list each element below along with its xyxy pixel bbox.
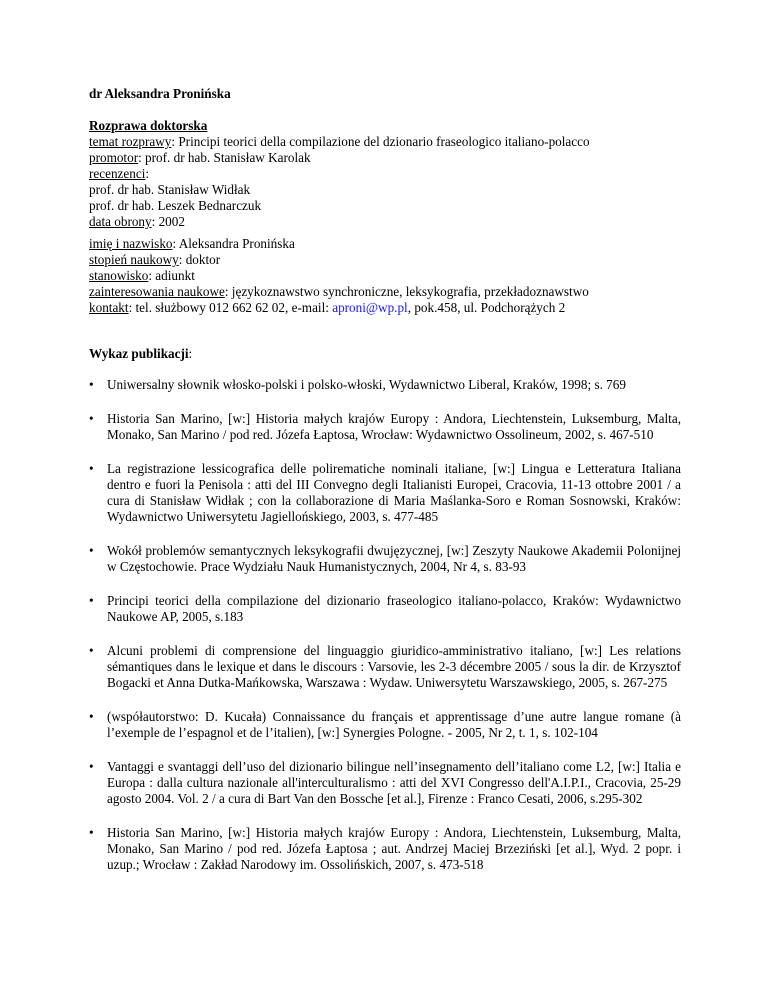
position-value: : adiunkt xyxy=(148,268,195,283)
topic-value: : Principi teorici della compilazione del dzionario fraseologico italiano-polacco xyxy=(171,134,590,149)
publication-item xyxy=(89,825,681,873)
dissertation-heading: Rozprawa doktorska xyxy=(89,118,208,133)
publication-item xyxy=(89,543,681,575)
publication-item xyxy=(89,759,681,807)
promotor-value: : prof. dr hab. Stanisław Karolak xyxy=(138,150,311,165)
publication-item xyxy=(89,411,681,443)
bullet-icon: • xyxy=(89,377,94,392)
publication-text: Vantaggi e svantaggi dell’uso del dizionario bilingue nell’insegnamento dell’italiano come L2, [w:] Italia e Europa : dalla cultura nazionale all'interculturalismo : atti del XVI Congresso dell'A.I.P.I., Cracovia, 25-29 agosto 2004. Vol. 2 / a cura di Bart Van den Bossche [et al.], Firenze : Franco Cesati, 2006, s.295-302 xyxy=(107,759,681,806)
bullet-icon: • xyxy=(89,593,94,608)
profile-section xyxy=(89,236,689,316)
publication-item xyxy=(89,643,681,691)
publication-item xyxy=(89,593,681,625)
bullet-icon: • xyxy=(89,543,94,558)
bullet-icon: • xyxy=(89,709,94,724)
dissertation-reviewers xyxy=(89,166,689,182)
publications-heading xyxy=(89,346,192,362)
dissertation-topic xyxy=(89,134,689,150)
reviewers-colon: : xyxy=(145,166,150,181)
contact-prefix: : tel. służbowy 012 662 62 02, e-mail: xyxy=(128,300,333,315)
contact-label: kontakt xyxy=(89,300,129,315)
bullet-icon: • xyxy=(89,461,94,476)
bullet-icon: • xyxy=(89,411,94,426)
promotor-label: promotor xyxy=(89,150,139,165)
profile-name xyxy=(89,236,689,252)
author-heading: dr Aleksandra Pronińska xyxy=(89,86,231,101)
defense-label: data obrony xyxy=(89,214,152,229)
publications-list xyxy=(89,377,681,891)
degree-label: stopień naukowy xyxy=(89,252,179,267)
bullet-icon: • xyxy=(89,643,94,658)
reviewer-item: prof. dr hab. Leszek Bednarczuk xyxy=(89,198,262,213)
publication-item xyxy=(89,461,681,525)
email-link[interactable]: aproni@wp.pl xyxy=(332,300,408,315)
bullet-icon: • xyxy=(89,759,94,774)
topic-label: temat rozprawy xyxy=(89,134,172,149)
publication-text: Historia San Marino, [w:] Historia małych krajów Europy : Andora, Liechtenstein, Luksemburg, Malta, Monako, San Marino / pod red. Józefa Łaptosa, Wrocław: Wydawnictwo Ossolineum, 2002, s. 467-510 xyxy=(107,411,681,442)
publication-item xyxy=(89,709,681,741)
publication-text: Principi teorici della compilazione del dizionario fraseologico italiano-polacco, Kraków: Wydawnictwo Naukowe AP, 2005, s.183 xyxy=(107,593,681,624)
bullet-icon: • xyxy=(89,825,94,840)
publications-heading-colon: : xyxy=(188,346,193,361)
name-label: imię i nazwisko xyxy=(89,236,173,251)
publication-text: La registrazione lessicografica delle polirematiche nominali italiane, [w:] Lingua e Letteratura Italiana dentro e fuori la Penisola : atti del III Convegno degli Italianisti Europei, Cracovia, 11-13 ottobre 2001 / a cura di Stanisław Widłak ; con la collaborazione di Maria Maślanka-Soro e Roman Sosnowski, Kraków: Wydawnictwo Uniwersytetu Jagiellońskiego, 2003, s. 477-485 xyxy=(107,461,681,524)
publication-text: Wokół problemów semantycznych leksykografii dwujęzycznej, [w:] Zeszyty Naukowe Akademii Polonijnej w Częstochowie. Prace Wydziału Nauk Humanistycznych, 2004, Nr 4, s. 83-93 xyxy=(107,543,681,574)
publication-text: Historia San Marino, [w:] Historia małych krajów Europy : Andora, Liechtenstein, Luksemburg, Malta, Monako, San Marino / pod red. Józefa Łaptosa ; aut. Andrzej Maciej Brzeziński [et al.], Wyd. 2 popr. i uzup.; Wrocław : Zakład Narodowy im. Ossolińskich, 2007, s. 473-518 xyxy=(107,825,681,872)
dissertation-section xyxy=(89,118,689,230)
profile-degree xyxy=(89,252,689,268)
profile-position xyxy=(89,268,689,284)
degree-value: : doktor xyxy=(178,252,221,267)
dissertation-promotor xyxy=(89,150,689,166)
reviewer-item: prof. dr hab. Stanisław Widłak xyxy=(89,182,251,197)
publications-heading-text: Wykaz publikacji xyxy=(89,346,189,361)
publication-item xyxy=(89,377,681,393)
interests-label: zainteresowania naukowe xyxy=(89,284,225,299)
reviewers-label: recenzenci xyxy=(89,166,146,181)
publication-text: Uniwersalny słownik włosko-polski i polsko-włoski, Wydawnictwo Liberal, Kraków, 1998; s. 769 xyxy=(107,377,626,392)
publication-text: (współautorstwo: D. Kucała) Connaissance du français et apprentissage d’une autre langue romane (à l’exemple de l’espagnol et de l’italien), [w:] Synergies Pologne. - 2005, Nr 2, t. 1, s. 102-104 xyxy=(107,709,681,740)
contact-suffix: , pok.458, ul. Podchorążych 2 xyxy=(407,300,566,315)
profile-contact xyxy=(89,300,689,316)
dissertation-defense xyxy=(89,214,689,230)
publication-text: Alcuni problemi di comprensione del linguaggio giuridico-amministrativo italiano, [w:] Les relations sémantiques dans le lexique et dans le discours : Varsovie, les 2-3 décembre 2005 / sous la dir. de Krzysztof Bogacki et Anna Dutka-Mańkowska, Warszawa : Wydaw. Uniwersytetu Warszawskiego, 2005, s. 267-275 xyxy=(107,643,681,690)
defense-value: : 2002 xyxy=(151,214,185,229)
name-value: : Aleksandra Pronińska xyxy=(172,236,295,251)
position-label: stanowisko xyxy=(89,268,149,283)
profile-interests xyxy=(89,284,689,300)
interests-value: : językoznawstwo synchroniczne, leksykografia, przekładoznawstwo xyxy=(224,284,589,299)
